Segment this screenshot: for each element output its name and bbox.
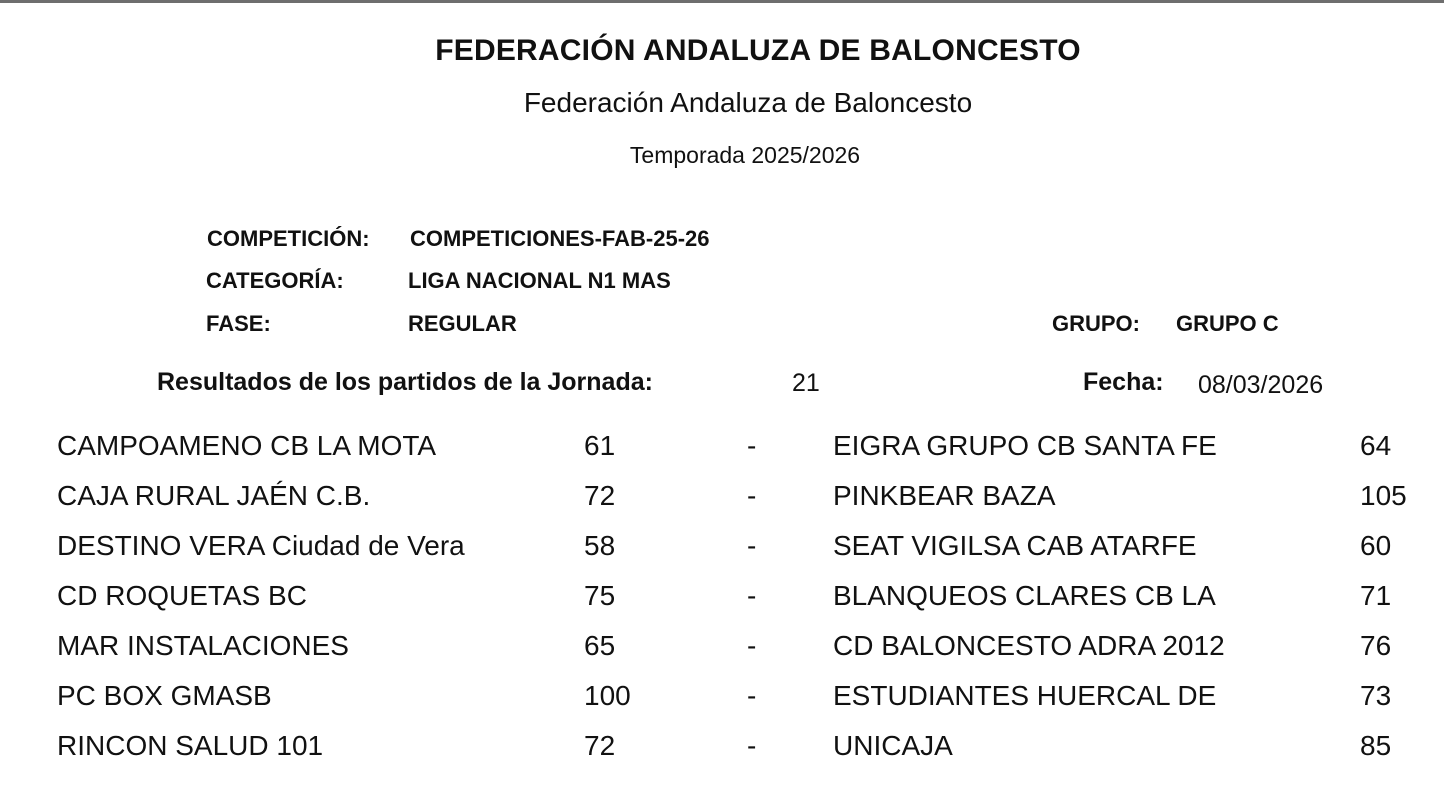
away-score: 71 bbox=[1360, 580, 1392, 611]
home-team: CAJA RURAL JAÉN C.B. bbox=[57, 480, 371, 511]
result-row bbox=[0, 730, 1444, 770]
fase-value: REGULAR bbox=[408, 311, 517, 336]
jornada-heading: Resultados de los partidos de la Jornada: bbox=[157, 368, 653, 396]
score-separator: - bbox=[747, 730, 757, 761]
home-score: 58 bbox=[584, 530, 616, 561]
result-row bbox=[0, 430, 1444, 470]
jornada-number: 21 bbox=[792, 369, 820, 397]
away-score: 60 bbox=[1360, 530, 1392, 561]
score-separator: - bbox=[747, 480, 757, 511]
categoria-label: CATEGORÍA: bbox=[206, 268, 344, 293]
home-score: 65 bbox=[584, 630, 616, 661]
score-separator: - bbox=[747, 630, 757, 661]
result-row bbox=[0, 530, 1444, 570]
result-row bbox=[0, 630, 1444, 670]
home-score: 75 bbox=[584, 580, 616, 611]
competicion-value: COMPETICIONES-FAB-25-26 bbox=[410, 226, 710, 251]
away-team: BLANQUEOS CLARES CB LA bbox=[833, 580, 1216, 611]
away-team: PINKBEAR BAZA bbox=[833, 480, 1056, 511]
score-separator: - bbox=[747, 680, 757, 711]
home-team: PC BOX GMASB bbox=[57, 680, 272, 711]
result-row bbox=[0, 580, 1444, 620]
home-team: DESTINO VERA Ciudad de Vera bbox=[57, 530, 465, 561]
result-row bbox=[0, 680, 1444, 720]
away-score: 105 bbox=[1360, 480, 1407, 511]
categoria-value: LIGA NACIONAL N1 MAS bbox=[408, 268, 671, 293]
away-score: 76 bbox=[1360, 630, 1392, 661]
fecha-label: Fecha: bbox=[1083, 368, 1164, 396]
competicion-label: COMPETICIÓN: bbox=[207, 226, 370, 251]
away-score: 64 bbox=[1360, 430, 1392, 461]
away-team: SEAT VIGILSA CAB ATARFE bbox=[833, 530, 1197, 561]
fecha-value: 08/03/2026 bbox=[1198, 371, 1324, 399]
organization-title: FEDERACIÓN ANDALUZA DE BALONCESTO bbox=[435, 34, 1081, 67]
result-row bbox=[0, 480, 1444, 520]
home-team: CAMPOAMENO CB LA MOTA bbox=[57, 430, 437, 461]
away-team: EIGRA GRUPO CB SANTA FE bbox=[833, 430, 1217, 461]
season-label: Temporada 2025/2026 bbox=[629, 142, 861, 168]
away-team: ESTUDIANTES HUERCAL DE bbox=[833, 680, 1217, 711]
score-separator: - bbox=[747, 580, 757, 611]
grupo-label: GRUPO: bbox=[1052, 311, 1140, 336]
home-team: CD ROQUETAS BC bbox=[57, 580, 307, 611]
away-score: 85 bbox=[1360, 730, 1392, 761]
grupo-value: GRUPO C bbox=[1176, 311, 1279, 336]
home-score: 72 bbox=[584, 480, 616, 511]
away-team: CD BALONCESTO ADRA 2012 bbox=[833, 630, 1225, 661]
score-separator: - bbox=[747, 430, 757, 461]
organization-subtitle: Federación Andaluza de Baloncesto bbox=[523, 87, 973, 118]
home-score: 100 bbox=[584, 680, 631, 711]
away-team: UNICAJA bbox=[833, 730, 953, 761]
top-border-line bbox=[0, 0, 1444, 3]
away-score: 73 bbox=[1360, 680, 1392, 711]
score-separator: - bbox=[747, 530, 757, 561]
home-team: MAR INSTALACIONES bbox=[57, 630, 349, 661]
fase-label: FASE: bbox=[206, 311, 271, 336]
home-team: RINCON SALUD 101 bbox=[57, 730, 324, 761]
home-score: 61 bbox=[584, 430, 616, 461]
home-score: 72 bbox=[584, 730, 616, 761]
